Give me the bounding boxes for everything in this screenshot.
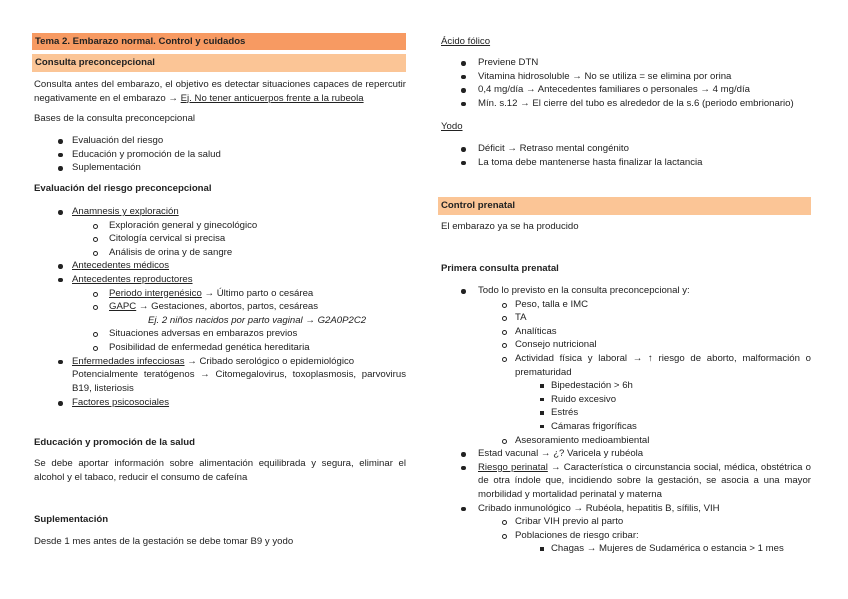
eval-list bbox=[34, 205, 406, 410]
list-item: 0,4 mg/día → Antecedentes familiares o personales → 4 mg/día bbox=[441, 83, 811, 97]
list-item: Bipedestación > 6h bbox=[441, 379, 811, 393]
list-item: Anamnesis y exploración bbox=[34, 205, 406, 219]
list-item: Factores psicosociales bbox=[34, 396, 406, 410]
list-item: Peso, talla e IMC bbox=[441, 298, 811, 312]
teratogenos-text: Potencialmente teratógenos → Citomegalovirus, toxoplasmosis, parvovirus B19, listeriosis bbox=[72, 369, 406, 394]
bases-list bbox=[34, 134, 406, 175]
list-item: TA bbox=[441, 311, 811, 325]
list-item: Situaciones adversas en embarazos previos bbox=[34, 327, 406, 341]
primera-list bbox=[441, 284, 811, 556]
list-item: Chagas → Mujeres de Sudamérica o estancia > 1 mes bbox=[441, 542, 811, 556]
list-item: Periodo intergenésico → Último parto o cesárea bbox=[34, 287, 406, 301]
bases-label: Bases de la consulta preconcepcional bbox=[34, 113, 196, 124]
yodo-heading: Yodo bbox=[441, 121, 463, 132]
sup-text: Desde 1 mes antes de la gestación se debe tomar B9 y yodo bbox=[34, 536, 294, 547]
list-item: Todo lo previsto en la consulta preconcepcional y: bbox=[441, 284, 811, 298]
list-item: Análisis de orina y de sangre bbox=[34, 246, 406, 260]
list-item: Evaluación del riesgo bbox=[34, 134, 406, 148]
list-item: Cámaras frigoríficas bbox=[441, 420, 811, 434]
intro-example: Ej. No tener anticuerpos frente a la rubeola bbox=[180, 92, 364, 104]
list-item: Educación y promoción de la salud bbox=[34, 148, 406, 162]
eval-heading: Evaluación del riesgo preconcepcional bbox=[34, 183, 212, 194]
list-item: Cribar VIH previo al parto bbox=[441, 515, 811, 529]
acido-heading: Ácido fólico bbox=[441, 36, 491, 47]
primera-heading: Primera consulta prenatal bbox=[441, 263, 559, 274]
list-item: Antecedentes reproductores bbox=[34, 273, 406, 287]
edu-heading: Educación y promoción de la salud bbox=[34, 437, 195, 448]
sup-heading: Suplementación bbox=[34, 514, 109, 525]
list-item: Estad vacunal → ¿? Varicela y rubéola bbox=[441, 447, 811, 461]
list-item: Consejo nutricional bbox=[441, 338, 811, 352]
list-item: Vitamina hidrosoluble → No se utiliza = se elimina por orina bbox=[441, 70, 811, 84]
list-item: Suplementación bbox=[34, 161, 406, 175]
list-item: Ruido excesivo bbox=[441, 393, 811, 407]
list-item: Exploración general y ginecológico bbox=[34, 219, 406, 233]
list-item: Actividad física y laboral → ↑ riesgo de aborto, malformación o prematuridad bbox=[441, 352, 811, 379]
list-item: Analíticas bbox=[441, 325, 811, 339]
list-item: Déficit → Retraso mental congénito bbox=[441, 142, 811, 156]
control-text: El embarazo ya se ha producido bbox=[441, 221, 579, 232]
list-item: Asesoramiento medioambiental bbox=[441, 434, 811, 448]
section-title-preconcepcional: Consulta preconcepcional bbox=[32, 54, 406, 72]
intro-paragraph bbox=[34, 78, 406, 105]
list-item: Cribado inmunológico → Rubéola, hepatitis B, sífilis, VIH bbox=[441, 502, 811, 516]
list-item: GAPC → Gestaciones, abortos, partos, cesáreas bbox=[34, 300, 406, 314]
list-item: Previene DTN bbox=[441, 56, 811, 70]
yodo-list bbox=[441, 142, 811, 169]
edu-text: Se debe aportar información sobre alimentación equilibrada y segura, eliminar el alcohol y el tabaco, reducir el consumo de cafeína bbox=[34, 458, 406, 483]
list-item: Poblaciones de riesgo cribar: bbox=[441, 529, 811, 543]
list-item: Estrés bbox=[441, 406, 811, 420]
topic-title: Tema 2. Embarazo normal. Control y cuidados bbox=[32, 33, 406, 50]
list-item: La toma debe mantenerse hasta finalizar la lactancia bbox=[441, 156, 811, 170]
gapc-example: Ej. 2 niños nacidos por parto vaginal → G2A0P2C2 bbox=[148, 314, 367, 326]
list-item: Citología cervical si precisa bbox=[34, 232, 406, 246]
list-item: Posibilidad de enfermedad genética hereditaria bbox=[34, 341, 406, 355]
acido-list bbox=[441, 56, 811, 110]
intro-text: Consulta antes del embarazo, el objetivo es detectar situaciones capaces de repercutir negativamente en el embarazo → bbox=[34, 79, 406, 104]
list-item: Riesgo perinatal → Característica o circunstancia social, médica, obstétrica o de otra índole que, incidiendo sobre la gestación, se asocia a una mayor morbilidad y mortalidad perinatal y materna bbox=[441, 461, 811, 502]
list-item: Mín. s.12 → El cierre del tubo es alrededor de la s.6 (periodo embrionario) bbox=[441, 97, 811, 111]
list-item: Enfermedades infecciosas → Cribado serológico o epidemiológico bbox=[34, 355, 406, 369]
section-title-control-prenatal: Control prenatal bbox=[438, 197, 811, 215]
list-item: Antecedentes médicos bbox=[34, 259, 406, 273]
